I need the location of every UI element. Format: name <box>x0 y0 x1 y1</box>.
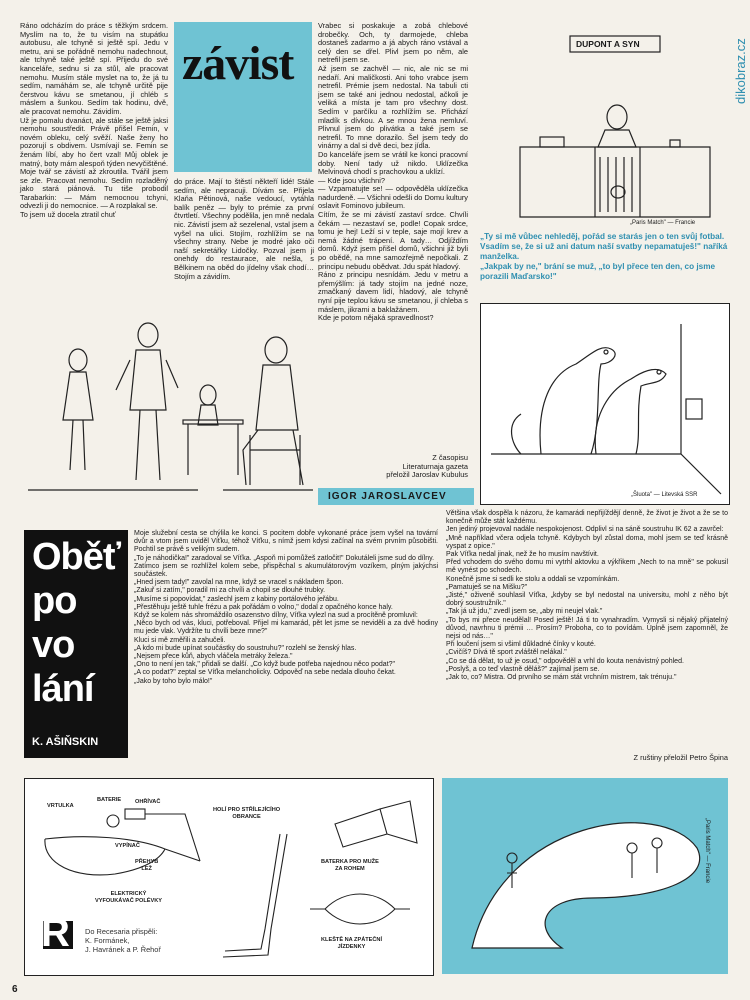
label-baterka: BATERKA PRO MUŽE ZA ROHEM <box>321 859 379 872</box>
dragon-cartoon <box>480 303 730 505</box>
dupont-illustration <box>480 22 730 230</box>
ober-title-line-1: Oběť <box>32 536 121 578</box>
label-prehyb: PŘEHYB LEŽ <box>135 859 159 872</box>
zavist-column-1: Ráno odcházím do práce s těžkým srdcem. Myslím na to, že tu visím na stupátku autobusu, ale tchyně si ještě spí. Jedu v metru, ani se pořádně nemohu nadechnout, ale tchyně také ještě spí. Přijedu do své kanceláře, sednu si za stůl, ale pracovat nemohu. Musím stále myslet na to, že já tu sedím, namáhám se, ale tchyně určitě pije čerstvou kávu se smetanou, jí chléb s máslem a šunkou. Sedím tak hodinu, dvě, ale pracovat nemohu. Závidím. Už je pomalu dvanáct, ale stále se ještě jaksi nemohu soustředit. Právě přišel Femin, v novém obleku, celý svěží. Naše ženy ho pozorují s obdivem. Usmívají se. Femin se ženám líbí, aby ho čert vzal! Můj oblek je matný, boty mám alespoň týden nevyčištěné. Moje tvář se závistí až zkroutila. Tvářil jsem se zle. Pracovat nemohu. Sedím rozladěný jako stará piánová. Tu tiše probodil Tarabarkin: — Mám nemocnou tchyni, odvezli ji do nemocnice. — A rozplakal se. To jsem už docela ztratil chuť <box>20 21 168 220</box>
ober-title-line-3: vo <box>32 624 75 666</box>
bottom-cartoon-credit: „Paris Match" — Francie <box>704 818 710 884</box>
dupont-sign: DUPONT A SYN <box>576 39 640 49</box>
ober-title-line-2: po <box>32 580 77 622</box>
ober-title-line-4: lání <box>32 668 94 710</box>
ober-author: K. AŠIŇSKIN <box>32 736 99 748</box>
zavist-source: Z časopisu Literaturnaja gazeta přeložil Jaroslav Kubulus <box>386 453 468 480</box>
ober-column-1: Moje služební cesta se chýlila ke konci. S pocitem dobře vykonané práce jsem vyšel na tovární dvůr a vtom jsem uviděl Víťku, téhož Víťku, s nímž jsem kdysi začínal na svém prvním působišti. Pochtil se právě s velikým sudem. „To je náhodička!" zaradoval se Víťka. „Aspoň mi pomůžeš zatločit!" Dokutáleli jsme sud do dílny. Zatímco jsem se rozhlížel kolem sebe, přispěchal s akumulátorovým vozíkem, plným jakýchsi součástek. „Hned jsem tady!" zavolal na mne, když se vracel s nákladem špon. „Zakuř si zatím," poradil mi za chvíli a chopil se dlouhé trubky. „Musíme si popovídat," zaslechl jsem z kabiny portálového jeřábu. „Přestěhuju ještě tuhle frézu a pak pořádám o volno," dodal z opačného konce haly. Když se kolem nás shromáždilo osazenstvo dílny, Víťka vylezl na sud a procítěně promluvil: „Něco bych od vás, kluci, potřeboval. Přijel mi kamarád, pět let jsme se neviděli a za dvě hodiny mu jede vlak. Vydržíte tu chvíli beze mne?" Kluci si mě změřili a zahučeli. „A kdo mi bude upínat součástky do soustruhu?" rozlehl se ženský hlas. „Nejsem přece kůň, abych vláčela metráky železa." „Ono to není jen tak," přidali se další. „Co když bude potřeba najednou něco podat?" „A co podat?" zeptal se Víťka melancholicky. Odpověď na sebe nedala dlouho čekat. „Jako by toho bylo málo!" <box>134 530 438 685</box>
ober-title-box <box>24 530 128 758</box>
dupont-cartoon <box>480 22 730 230</box>
label-drzak: HOLÍ PRO STŘÍLEJÍCÍHO OBRANCE <box>213 807 281 820</box>
recesarium-panel <box>24 778 434 976</box>
label-baterie: BATERIE <box>97 797 122 803</box>
ober-column-2: Většina však dospěla k názoru, že kamarádi nepřijíždějí denně, že život je život a že se to konečně může stát každému. Jen jediný projevoval nadále nespokojenost. Odplivl si na sáně soustruhu IK 62 a zavrčel: „Mně například včera odjela tchyně. Kdybych byl zůstal doma, mohl jsem se teď krásně vyspat z opice." Pak Víťka nedal jinak, než že ho musím navštívit. Před vchodem do svého domu mi vytrhl aktovku a výkřikem „Nech to na mně" se pokusil mě vynést po schodech. Konečně jsme si sedli ke stolu a oddali se vzpomínkám. „Pamatuješ se na Mišku?" „Jisté," oživeně souhlasil Víťka, „kdyby se byl nedostal na universitu, mohl z něho být dobrý soustružník." „Tak já už jdu," zvedl jsem se, „aby mi neujel vlak." „To bys mi přece neudělal! Posed ještě! Já ti to vynahradím. Vymysli si nějaký přijatelný důvod, navrhnu ti prémii … Prosím? Proboha, co to povídám. Úplně jsem zapomněl, že nejsi od nás…" Při loučení jsem si všiml důkladné čínky v kouté. „Cvičíš? Dívá tě sport zvláštěl nelákal." „Co se dá dělat, to už je osud," odpověděl a vrhl do kouta nenávistný pohled. „Poslyš, a co teď vlastně děláš?" zajímal jsem se. „Jak to, co? Mistra. Od prvního se mám stát vrchním mistrem, tak trénuju." <box>446 510 728 682</box>
dragon-credit: „Šluota" — Litevská SSR <box>631 492 698 498</box>
zavist-title: závist <box>182 37 294 90</box>
office-cartoon <box>18 300 318 500</box>
zavist-title-box <box>174 22 312 172</box>
zavist-column-2: do práce. Mají to štěstí někteří lidé! Stále sedím, ale nepracuji. Dívám se. Přijela Klaňa Pětinová, naše vedoucí, vytáhla balík peněz — byly to prémie za první čtvrtletí. Všechny podělila, jen mně nedala nic. Závistí jsem až sezelenal, vstal jsem a vyšel na ulici. Stojím, rozhlížím se na všechny strany. Nebe je modré jako oči naší sekretářky Lidočky. Pozval jsem ji onehdy do restaurace, ale nešla, s Bělkinem na oběd do jídelny však chodí… Stojím a závidím. <box>174 177 314 281</box>
recesse-letter: R <box>41 911 70 955</box>
label-polevka: ELEKTRICKÝ VYFOUKÁVAČ POLÉVKY <box>95 891 163 904</box>
bottom-cartoon <box>442 778 728 974</box>
label-kleste: KLEŠTĚ NA ZPÁTEČNÍ JÍZDENKY <box>321 937 383 950</box>
football-joke: „Ty si mě vůbec nehleděj, pořád se starás jen o ten svůj fotbal. Vsadím se, že si už ani datum naší svatby nepamatuješ!" naříká manželka. „Jakpak by ne," brání se muž, „to byl přece ten den, co jsme porazili Maďarsko!" <box>480 232 728 281</box>
page-number: 6 <box>12 984 18 995</box>
bottom-cartoon-illustration <box>442 778 728 974</box>
ober-translator: Z ruštiny přeložil Petro Špina <box>633 753 728 762</box>
label-vypinac: VYPÍNAČ <box>115 843 140 849</box>
label-vrtulka: VRTULKA <box>47 803 74 809</box>
zavist-author: IGOR JAROSLAVCEV <box>328 491 447 502</box>
label-ohrivac: OHŘÍVAČ <box>135 799 161 805</box>
dupont-credit: „Paris Match" — Francie <box>630 220 696 226</box>
zavist-author-bar <box>318 488 474 505</box>
office-cartoon-illustration <box>18 300 318 500</box>
zavist-column-3: Vrabec si poskakuje a zobá chlebové drobečky. Och, ty darmojede, chleba dostaneš zadarmo a já abych ráno vstával a celý den se dřel. Plivl jsem po něm, ale netrefil jsem se. Až jsem se zachvěl — nic, ale nic se mi nedaří. Ani maličkosti. Ani toho vrabce jsem netrefil. Prémie jsem nedostal. Na tabuli cti jsem se také ani jednou nedostal, ačkoli je veliká a místa je tam pro všechny dost. Sedím v parčíku a rozhlížím se. Přichází mladík s dívkou. A se mnou žena nemluví. Plivnul jsem do plivátka a také jsem se netrefil. To mne dorazilo. Šel jsem tedy do vinárny a dal si dvě deci, bez jídla. Do kanceláře jsem se vrátil ke konci pracovní doby. Není tady už nikdo. Uklízečka Melvinová chodí s prachovkou a uklízí. — Kde jsou všichni? — Vzpamatujte se! — odpověděla uklízečka nadurdeně. — Všichni odešli do Domu kultury oslavit Fominovo jubileum. Cítím, že se mi závistí zastaví srdce. Chvíli čekám — nezastaví se, podle! Copak srdce, tomu je hej! Leží si v teple, saje mojí krev a nemá žádné trápení. A tady… Odjíždím domů. Když jsem přišel domů, všichni již byli po obědě, na mne samozřejmě nepočkali. Z principu nebudu obědvat. Jdu spát hladový. Ráno z principu nesnídám. Jedu v metru a přemýšlím: já tady stojím na jedné noze, zmačkaný davem lidí, hladový, ale tchyně nyní pije teplou kávu se smetanou, jí chleba s máslem, jikrami a baklažánem. Kde je potom nějaká spravedlnost? <box>318 21 468 323</box>
site-watermark: dikobraz.cz <box>733 38 748 104</box>
recesse-contributors: Do Recesaria přispěli: K. Formánek, J. Havránek a P. Řehoř <box>85 927 161 954</box>
dragon-illustration <box>481 304 729 504</box>
